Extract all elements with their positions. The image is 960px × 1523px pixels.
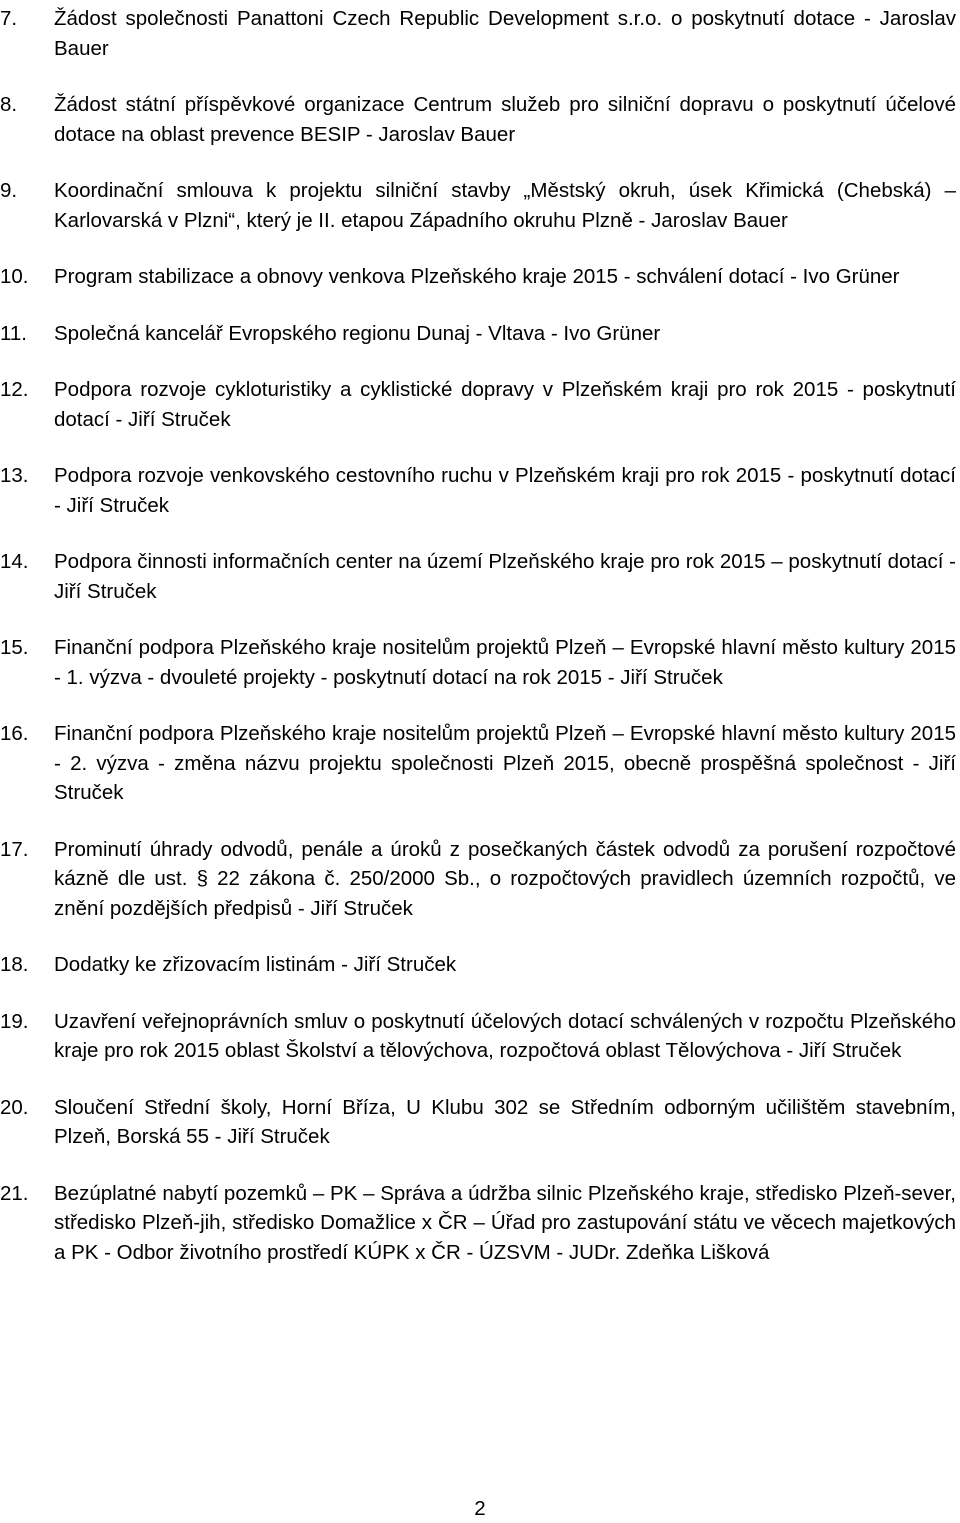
item-text: Bezúplatné nabytí pozemků – PK – Správa a údržba silnic Plzeňského kraje, středisko Plzeň-sever, středisko Plzeň-jih, středisko Domažlice x ČR – Úřad pro zastupování státu ve věcech majetkových a PK - Odbor životního prostředí KÚPK x ČR - ÚZSVM - JUDr. Zdeňka Lišková xyxy=(54,1181,956,1264)
item-number: 21. xyxy=(0,1181,29,1205)
item-number: 10. xyxy=(0,265,29,288)
item-number: 8. xyxy=(0,93,18,116)
item-text: Žádost společnosti Panattoni Czech Republic Development s.r.o. o poskytnutí dotace - Jaroslav Bauer xyxy=(54,7,956,60)
item-number: 9. xyxy=(0,179,18,202)
item-number: 19. xyxy=(0,1009,29,1033)
item-text: Finanční podpora Plzeňského kraje nositelům projektů Plzeň – Evropské hlavní město kultury 2015 - 2. výzva - změna názvu projektu společnosti Plzeň 2015, obecně prospěšná společnost - Jiří Struček xyxy=(54,722,956,804)
item-text: Podpora činnosti informačních center na území Plzeňského kraje pro rok 2015 – poskytnutí dotací - Jiří Struček xyxy=(54,550,956,603)
agenda-item xyxy=(0,719,956,808)
agenda-item xyxy=(0,461,956,520)
item-number: 11. xyxy=(0,321,27,345)
item-number: 13. xyxy=(0,464,29,487)
item-number: 17. xyxy=(0,837,29,861)
agenda-item xyxy=(0,633,956,692)
item-text: Prominutí úhrady odvodů, penále a úroků z posečkaných částek odvodů za porušení rozpočtové kázně dle ust. § 22 zákona č. 250/2000 Sb., o rozpočtových pravidlech územních rozpočtů, ve znění pozdějších předpisů - Jiří Struček xyxy=(54,837,956,920)
agenda-item xyxy=(0,375,956,434)
agenda-item xyxy=(0,1093,956,1152)
agenda-item xyxy=(0,835,956,924)
item-text: Dodatky ke zřizovacím listinám - Jiří Struček xyxy=(54,953,457,976)
item-text: Podpora rozvoje venkovského cestovního ruchu v Plzeňském kraji pro rok 2015 - poskytnutí dotací - Jiří Struček xyxy=(54,464,956,517)
agenda-item xyxy=(0,1179,956,1268)
item-text: Uzavření veřejnoprávních smluv o poskytnutí účelových dotací schválených v rozpočtu Plzeňského kraje pro rok 2015 oblast Školství a tělovýchova, rozpočtová oblast Tělovýchova - Jiří Struček xyxy=(54,1009,956,1062)
item-text: Žádost státní příspěvkové organizace Centrum služeb pro silniční dopravu o poskytnutí účelové dotace na oblast prevence BESIP - Jaroslav Bauer xyxy=(54,93,956,146)
item-text: Podpora rozvoje cykloturistiky a cyklistické dopravy v Plzeňském kraji pro rok 2015 - poskytnutí dotací - Jiří Struček xyxy=(54,378,956,431)
agenda-item xyxy=(0,547,956,606)
agenda-item xyxy=(0,950,956,980)
item-text: Koordinační smlouva k projektu silniční stavby „Městský okruh, úsek Křimická (Chebská) – Karlovarská v Plzni“, který je II. etapou Západního okruhu Plzně - Jaroslav Bauer xyxy=(54,179,956,232)
item-text: Program stabilizace a obnovy venkova Plzeňského kraje 2015 - schválení dotací - Ivo Grüner xyxy=(54,265,900,288)
item-number: 7. xyxy=(0,7,18,30)
item-number: 15. xyxy=(0,636,29,659)
agenda-item xyxy=(0,90,956,149)
agenda-item xyxy=(0,4,956,63)
item-number: 12. xyxy=(0,378,29,401)
agenda-item xyxy=(0,319,956,349)
item-number: 20. xyxy=(0,1095,29,1119)
item-number: 16. xyxy=(0,722,29,745)
agenda-item xyxy=(0,262,956,292)
page-number: 2 xyxy=(474,1497,486,1520)
item-number: 14. xyxy=(0,550,29,573)
item-text: Sloučení Střední školy, Horní Bříza, U Klubu 302 se Středním odborným učilištěm stavebním, Plzeň, Borská 55 - Jiří Struček xyxy=(54,1095,956,1148)
item-text: Finanční podpora Plzeňského kraje nositelům projektů Plzeň – Evropské hlavní město kultury 2015 - 1. výzva - dvouleté projekty - poskytnutí dotací na rok 2015 - Jiří Struček xyxy=(54,636,956,689)
agenda-list xyxy=(0,4,956,1294)
agenda-item xyxy=(0,176,956,235)
item-number: 18. xyxy=(0,953,29,976)
item-text: Společná kancelář Evropského regionu Dunaj - Vltava - Ivo Grüner xyxy=(54,321,661,345)
agenda-item xyxy=(0,1007,956,1066)
